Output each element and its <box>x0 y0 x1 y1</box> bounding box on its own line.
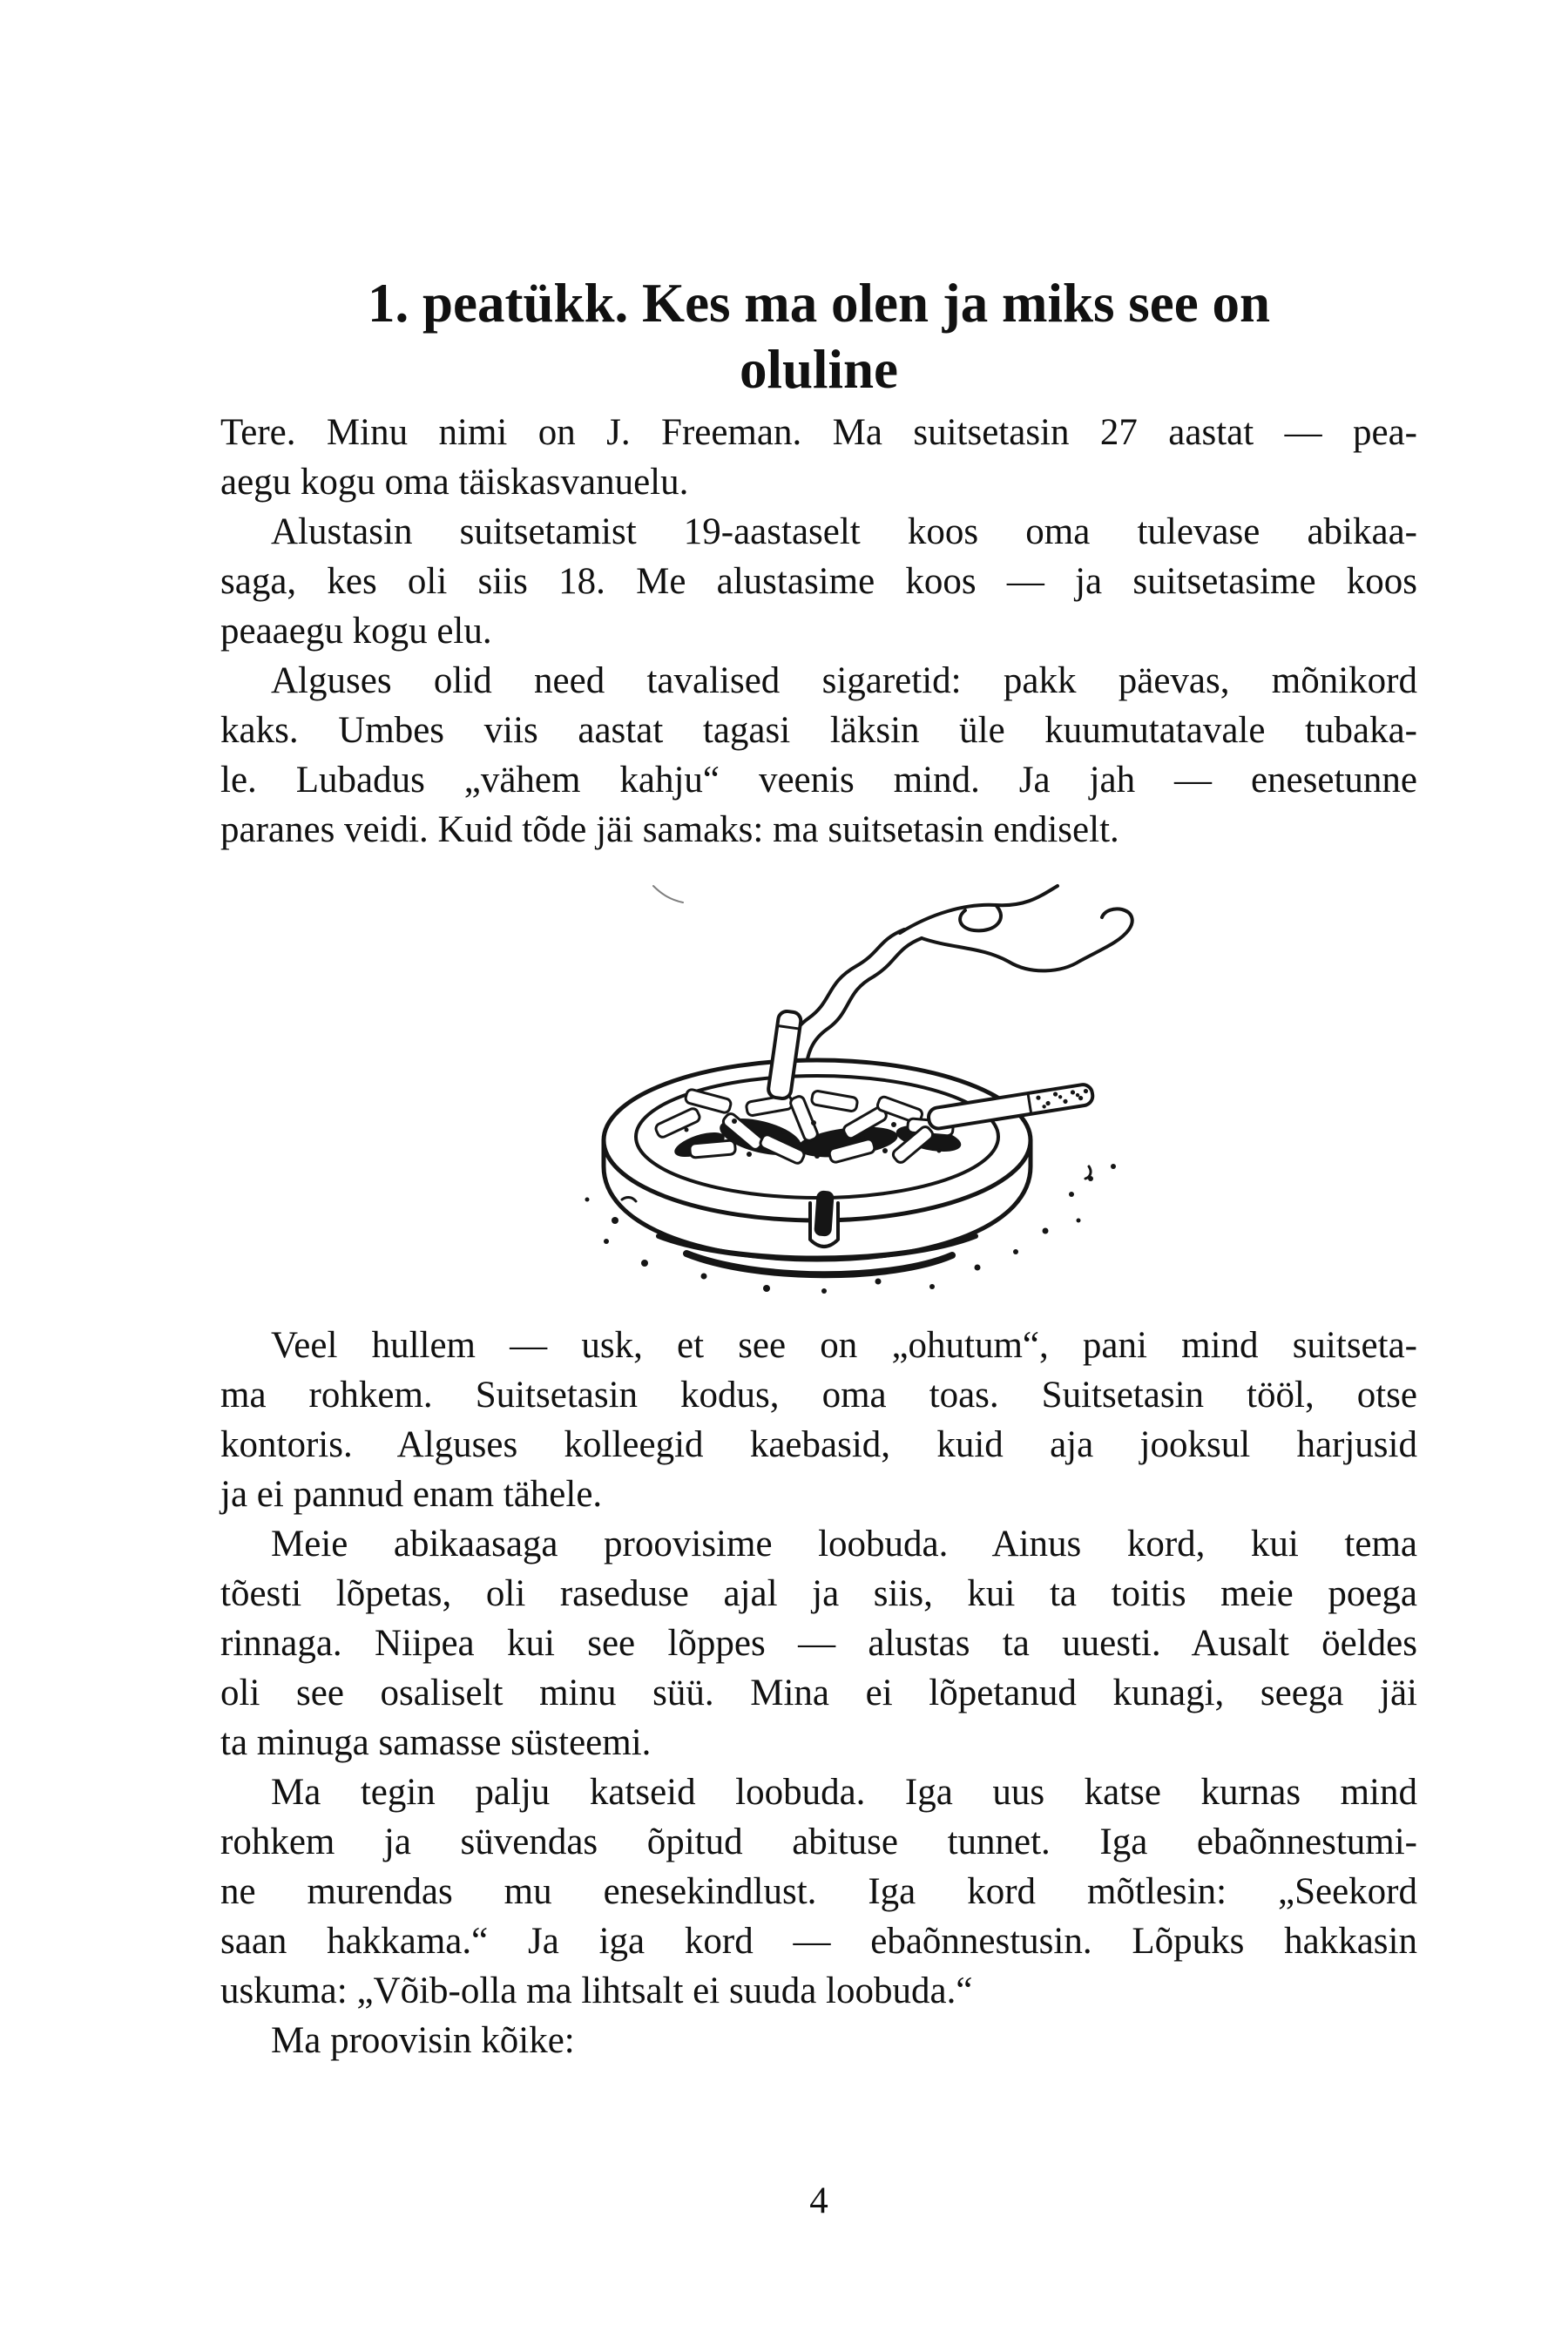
page-number: 4 <box>809 2180 828 2221</box>
text-before-figure <box>220 408 1417 855</box>
text-line: rinnaga. Niipea kui see lõppes — alustas ta uuesti. Ausalt öeldes <box>220 1623 1417 1664</box>
ashtray-illustration <box>220 855 1417 1321</box>
ashtray-drawing <box>556 879 1148 1297</box>
chapter-title-line-2: oluline <box>739 339 899 400</box>
page-footer <box>220 2176 1417 2226</box>
text-line: Ma proovisin kõike: <box>271 2020 575 2061</box>
paragraph <box>220 507 1417 656</box>
paragraph <box>220 656 1417 855</box>
text-line: Meie abikaasaga proovisime loobuda. Ainus kord, kui tema <box>271 1524 1417 1565</box>
text-line: kontoris. Alguses kolleegid kaebasid, kuid aja jooksul harjusid <box>220 1424 1417 1465</box>
text-line: ma rohkem. Suitsetasin kodus, oma toas. Suitsetasin tööl, otse <box>220 1375 1417 1416</box>
text-after-figure <box>220 1321 1417 2065</box>
text-column <box>220 0 1417 2065</box>
paragraph <box>220 408 1417 507</box>
text-line: ja ei pannud enam tähele. <box>220 1474 603 1515</box>
paragraph <box>220 1519 1417 1767</box>
paragraph <box>220 2016 1417 2065</box>
text-line: saan hakkama.“ Ja iga kord — ebaõnnestusin. Lõpuks hakkasin <box>220 1921 1417 1962</box>
paragraph <box>220 1321 1417 1519</box>
text-line: aegu kogu oma täiskasvanuelu. <box>220 462 689 503</box>
text-line: Alguses olid need tavalised sigaretid: pakk päevas, mõnikord <box>271 660 1417 701</box>
chapter-title <box>220 270 1417 402</box>
text-line: tõesti lõpetas, oli raseduse ajal ja siis, kui ta toitis meie poega <box>220 1573 1417 1614</box>
text-line: Ma tegin palju katseid loobuda. Iga uus katse kurnas mind <box>271 1772 1417 1813</box>
text-line: saga, kes oli siis 18. Me alustasime koos — ja suitsetasime koos <box>220 561 1417 602</box>
text-line: oli see osaliselt minu süü. Mina ei lõpetanud kunagi, seega jäi <box>220 1673 1417 1713</box>
text-line: ta minuga samasse süsteemi. <box>220 1722 652 1763</box>
chapter-title-line-1: 1. peatükk. Kes ma olen ja miks see on <box>367 273 1271 334</box>
text-line: kaks. Umbes viis aastat tagasi läksin üle kuumutatavale tubaka- <box>220 710 1417 751</box>
text-line: Alustasin suitsetamist 19-aastaselt koos oma tulevase abikaa- <box>271 511 1417 552</box>
text-line: paranes veidi. Kuid tõde jäi samaks: ma suitsetasin endiselt. <box>220 809 1119 850</box>
text-line: uskuma: „Võib-olla ma lihtsalt ei suuda loobuda.“ <box>220 1970 973 2011</box>
text-line: Tere. Minu nimi on J. Freeman. Ma suitsetasin 27 aastat — pea- <box>220 412 1417 453</box>
text-line: rohkem ja süvendas õpitud abituse tunnet. Iga ebaõnnestumi- <box>220 1821 1417 1862</box>
text-line: le. Lubadus „vähem kahju“ veenis mind. Ja jah — enesetunne <box>220 760 1417 801</box>
paragraph <box>220 1767 1417 2016</box>
text-line: peaaegu kogu elu. <box>220 611 492 652</box>
text-line: ne murendas mu enesekindlust. Iga kord mõtlesin: „Seekord <box>220 1871 1417 1912</box>
text-line: Veel hullem — usk, et see on „ohutum“, pani mind suitseta- <box>271 1325 1417 1366</box>
